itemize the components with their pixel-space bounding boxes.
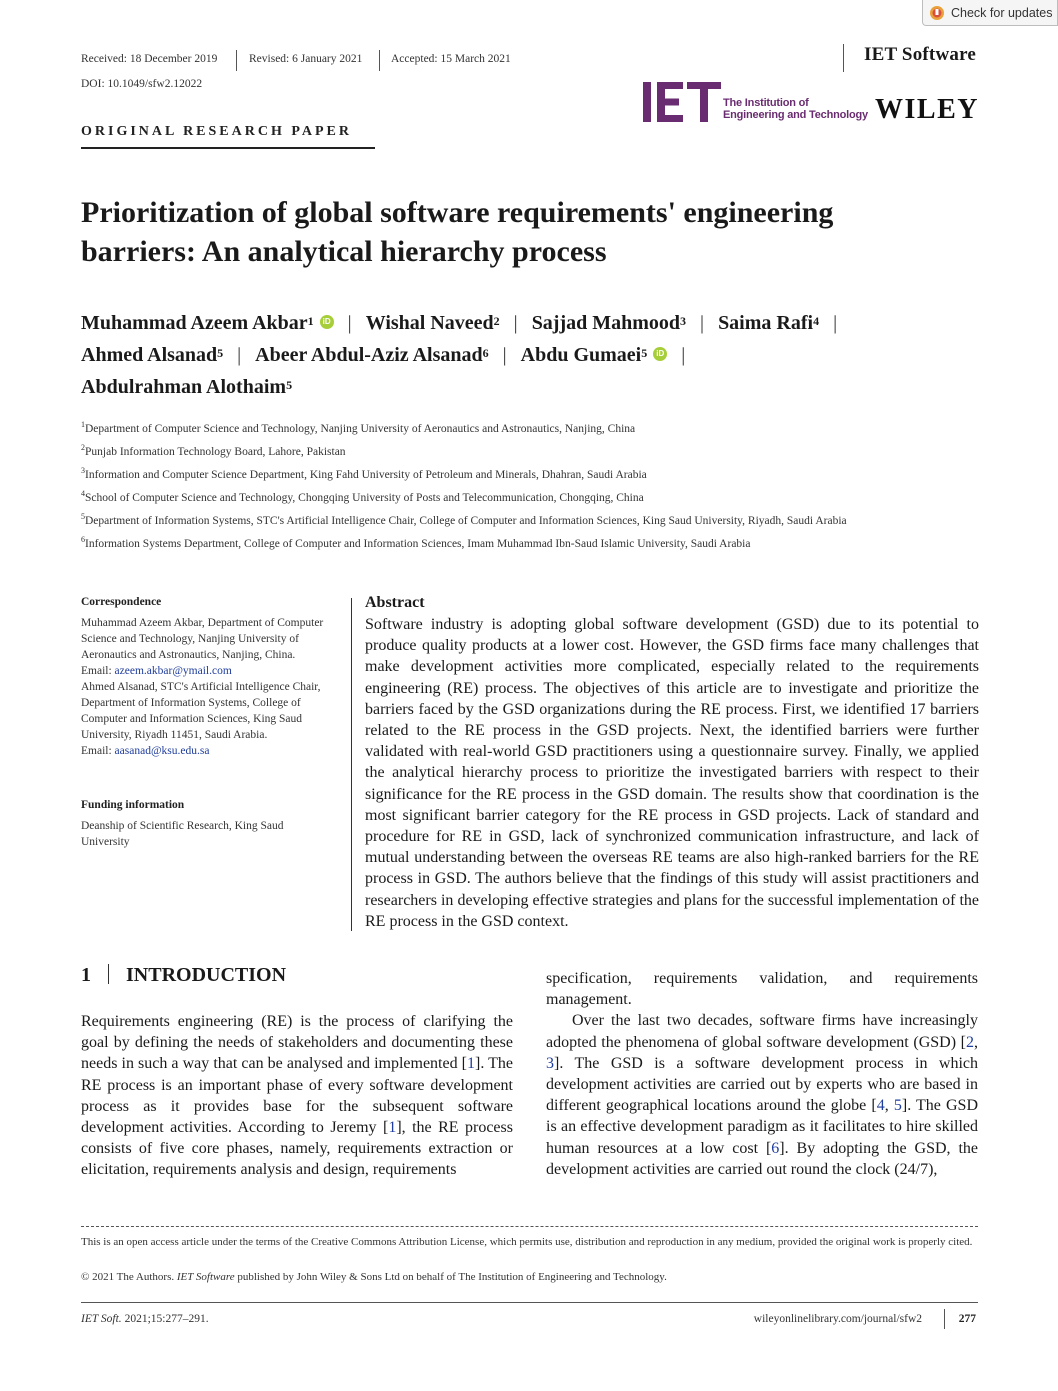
article-title: Prioritization of global software requirements' engineering barriers: An analytical hierarchy process [81, 196, 834, 268]
email-link[interactable]: aasanad@ksu.edu.sa [114, 745, 210, 757]
author-line-1: Muhammad Azeem Akbar$^1$ iD | Wishal Naveed$^2$ | Sajjad Mahmood$^3$ | Saima Rafi$^4$ | [81, 312, 838, 334]
intro-column-2: specification, requirements validation, and requirements management. Over the last two decades, software firms have increasingly adopted the phenomena of global software development (GSD) [2, 3]. The GSD is a software development process in which development activities are carried out by experts who are based in different geographical locations around the globe [4, 5]. The GSD is an effective development paradigm as it facilitates to hire skilled human resources at a low cost [6]. By adopting the GSD, the development activities are carried out round the clock (24/7), [546, 970, 979, 1178]
affiliation: $^2$Punjab Information Technology Board, Lahore, Pakistan [81, 443, 346, 458]
header-divider [843, 44, 844, 72]
license-notice: This is an open access article under the terms of the Creative Commons Attribution License, which permits use, distribution and reproduction in any medium, provided the original work is properly cited. [81, 1236, 973, 1248]
author[interactable]: Abdulrahman Alothaim$^5$ [81, 376, 293, 398]
abstract-rule [351, 598, 352, 931]
intro-column-1: Requirements engineering (RE) is the process of clarifying the goal by defining the needs of stakeholders and documenting these needs in such a way that can be analysed and implemented [1]. The RE process is an important phase of every software development process as it provides base for the subsequent software development activities. According to Jeremy [1], the RE process consists of five core phases, namely, requirements extraction or elicitation, requirements analysis and design, requirements [81, 1013, 513, 1179]
accepted-date: Accepted: 15 March 2021 [391, 53, 511, 65]
correspondence-heading: Correspondence [81, 596, 162, 608]
citation-link[interactable]: 5 [893, 1097, 902, 1115]
author-line-3 [81, 371, 981, 403]
affiliation: $^4$School of Computer Science and Technology, Chongqing University of Posts and Telecommunication, Chongqing, China [81, 489, 644, 504]
abstract-heading: Abstract [365, 594, 425, 611]
affiliation: $^6$Information Systems Department, College of Computer and Information Sciences, Imam Muhammad Ibn-Saud Islamic University, Saudi Arabia [81, 535, 751, 550]
section-heading: 1 INTRODUCTION [81, 964, 287, 986]
check-for-updates-button[interactable] [922, 0, 1058, 26]
footer-rule [81, 1302, 978, 1303]
copyright: © 2021 The Authors. IET Software published by John Wiley & Sons Ltd on behalf of The Institution of Engineering and Technology. [81, 1271, 667, 1283]
author[interactable]: Muhammad Azeem Akbar$^1$ [81, 312, 314, 334]
citation-link[interactable]: 1 [467, 1055, 475, 1073]
footer-divider [81, 1226, 978, 1227]
author[interactable]: Sajjad Mahmood$^3$ [531, 312, 687, 334]
received-date: Received: 18 December 2019 [81, 53, 218, 65]
email-link[interactable]: azeem.akbar@ymail.com [114, 665, 232, 677]
doi: DOI: 10.1049/sfw2.12022 [81, 78, 203, 90]
funding-text: Deanship of Scientific Research, King Saud University [81, 820, 284, 848]
funding-heading: Funding information [81, 799, 185, 811]
author[interactable]: Abeer Abdul-Aziz Alsanad$^6$ [255, 344, 489, 366]
citation-link[interactable]: 6 [771, 1139, 780, 1157]
wiley-logo: WILEY [875, 94, 979, 125]
author[interactable]: Abdu Gumaei$^5$ [520, 344, 648, 366]
orcid-icon[interactable]: iD [653, 347, 667, 361]
update-badge-icon [929, 5, 945, 21]
affiliation: $^1$Department of Computer Science and Technology, Nanjing University of Aeronautics and Astronautics, Nanjing, China [81, 420, 636, 435]
journal-name: IET Software [863, 44, 976, 65]
author[interactable]: Wishal Naveed$^2$ [365, 312, 500, 334]
citation-link[interactable]: 1 [388, 1119, 397, 1137]
iet-wordmark: The Institution of Engineering and Technology [723, 97, 868, 121]
correspondence-text: Muhammad Azeem Akbar, Department of Computer Science and Technology, Nanjing University of Aeronautics and Astronautics, Nanjing, China. Email: azeem.akbar@ymail.com Ahmed Alsanad, STC's Artificial Intelligence Chair, Department of Information Systems, College of Computer and Information Sciences, King Saud University, Riyadh 11451, Saudi Arabia. Email: aasanad@ksu.edu.sa [81, 617, 324, 757]
affiliation: $^3$Information and Computer Science Department, King Fahd University of Petroleum and Minerals, Dhahran, Saudi Arabia [81, 466, 647, 481]
page-number: 277 [958, 1313, 976, 1325]
header-divider [379, 50, 380, 71]
author-line-2: Ahmed Alsanad$^5$ | Abeer Abdul-Aziz Alsanad$^6$ | Abdu Gumaei$^5$ iD | [81, 344, 686, 366]
paper-type: ORIGINAL RESEARCH PAPER [81, 124, 352, 139]
abstract-text: Software industry is adopting global software development (GSD) due to its potential to produce quality products at a lower cost. However, the GSD firms face many challenges that make development activities more complicated, especially related to the requirements engineering (RE) process. The objectives of this article are to investigate and prioritize the barriers faced by the GSD organizations during the RE process. First, we identified 17 barriers related to the RE process in the GSD projects. Next, the identified barriers were further validated with real-world GSD practitioners using a questionnaire survey. Finally, we applied the analytical hierarchy process to prioritize the investigated barriers with respect to their significance for the RE process in the GSD domain. The results show that coordination is the most significant barrier category for the RE process in GSD projects. Lack of standard and procedure for RE in GSD, lack of synchronized communication infrastructure, and lack of mutual understanding between the overseas RE teams are also high-ranked barriers for the RE process in GSD. The authors believe that the findings of this study will assist practitioners and researchers in developing effective strategies and plans for the successful implementation of the RE process in the GSD context. [365, 616, 979, 930]
citation-info: IET Soft. 2021;15:277–291. [81, 1313, 209, 1325]
journal-url[interactable]: wileyonlinelibrary.com/journal/sfw2 [753, 1313, 922, 1325]
orcid-icon[interactable]: iD [320, 315, 334, 329]
citation-link[interactable]: 4 [876, 1097, 885, 1115]
citation-link[interactable]: 3 [546, 1054, 554, 1072]
author[interactable]: Ahmed Alsanad$^5$ [81, 344, 224, 366]
author[interactable]: Saima Rafi$^4$ [718, 312, 820, 334]
iet-logo [643, 82, 721, 122]
paper-type-underline [81, 147, 375, 149]
citation-link[interactable]: 2 [966, 1033, 974, 1051]
revised-date: Revised: 6 January 2021 [249, 53, 363, 65]
header-divider [236, 50, 237, 71]
footer-divider [944, 1309, 945, 1329]
check-for-updates-label: Check for updates [951, 5, 1053, 20]
affiliation: $^5$Department of Information Systems, STC's Artificial Intelligence Chair, College of Computer and Information Sciences, King Saud University, Riyadh, Saudi Arabia [81, 512, 847, 527]
